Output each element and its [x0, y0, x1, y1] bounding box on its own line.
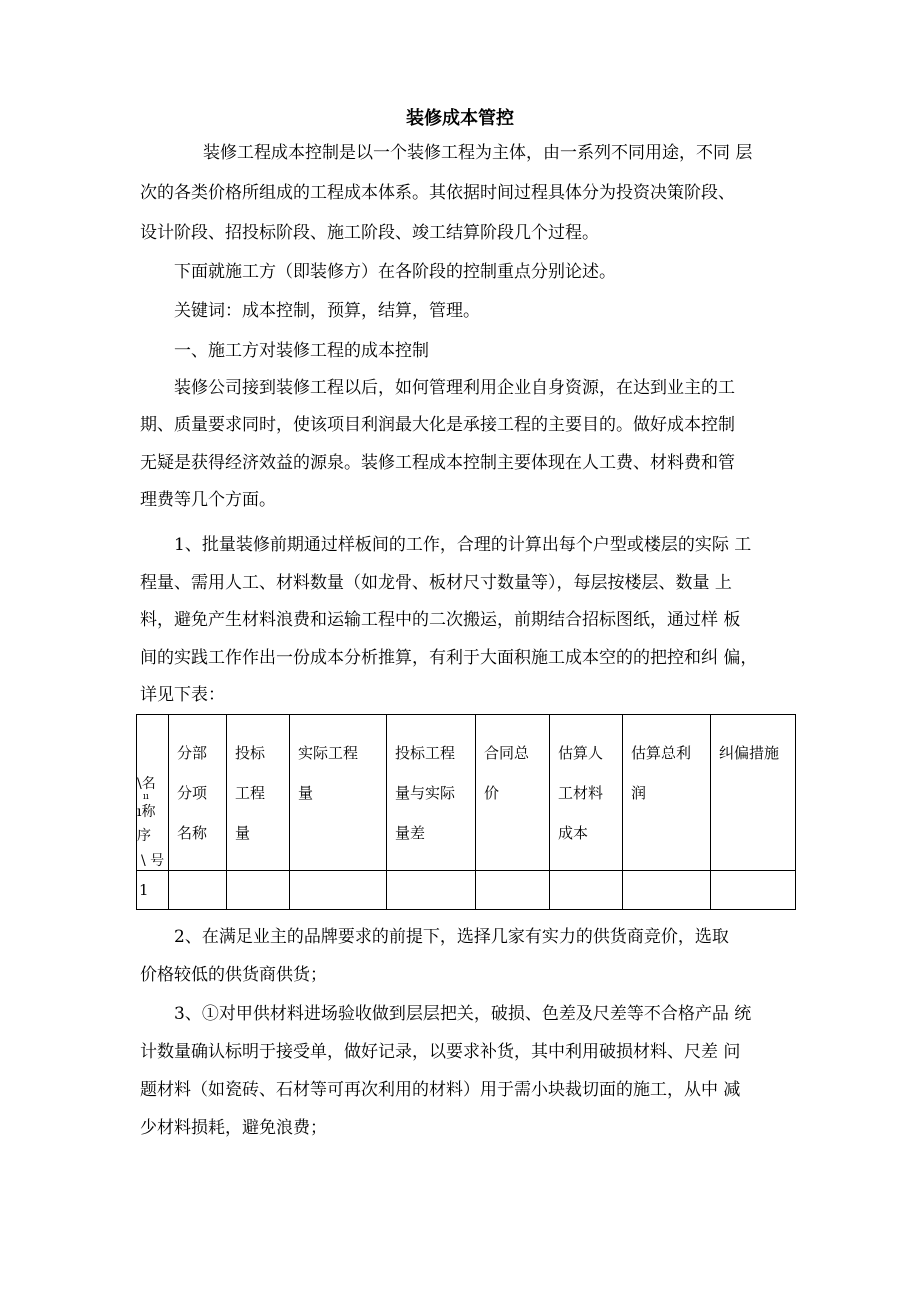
keywords-line: 关键词：成本控制，预算，结算，管理。 [174, 301, 480, 321]
paragraph-line: 价格较低的供货商供货； [140, 965, 327, 985]
paragraph-line: 装修公司接到装修工程以后，如何管理利用企业自身资源，在达到业主的工 [174, 378, 735, 398]
table-cell [387, 871, 476, 910]
paragraph-line: 2、在满足业主的品牌要求的前提下，选择几家有实力的供货商竞价，选取 [174, 927, 729, 947]
paragraph-line: 3、①对甲供材料进场验收做到层层把关，破损、色差及尺差等不合格产品 统 [174, 1004, 752, 1024]
paragraph-line: 装修工程成本控制是以一个装修工程为主体，由一系列不同用途，不同 层 [203, 143, 753, 163]
paragraph-line: 详见下表： [140, 685, 225, 705]
paragraph-line: 期、质量要求同时，使该项目利润最大化是承接工程的主要目的。做好成本控制 [140, 415, 735, 435]
header-cell: 投标工程 量与实际 量差 [387, 715, 476, 871]
paragraph-line: 无疑是获得经济效益的源泉。装修工程成本控制主要体现在人工费、材料费和管 [140, 453, 735, 473]
paragraph-line: 题材料（如瓷砖、石材等可再次利用的材料）用于需小块裁切面的施工，从中 减 [140, 1080, 741, 1100]
paragraph-line: 料，避免产生材料浪费和运输工程中的二次搬运，前期结合招标图纸，通过样 板 [140, 610, 741, 630]
cost-analysis-table [136, 714, 796, 910]
paragraph-line: 次的各类价格所组成的工程成本体系。其依据时间过程具体分为投资决策阶段、 [140, 183, 735, 203]
section-heading: 一、施工方对装修工程的成本控制 [174, 341, 429, 361]
header-cell: 实际工程 量 [290, 715, 387, 871]
paragraph-line: 设计阶段、招投标阶段、施工阶段、竣工结算阶段几个过程。 [140, 223, 599, 243]
paragraph-line: 理费等几个方面。 [140, 490, 276, 510]
header-cell: 纠偏措施 [711, 715, 796, 871]
table-cell [169, 871, 227, 910]
table-cell [711, 871, 796, 910]
row-number-cell: 1 [137, 871, 169, 910]
table-cell [476, 871, 550, 910]
paragraph-line: 少材料损耗，避免浪费； [140, 1118, 327, 1138]
page-title: 装修成本管控 [406, 108, 514, 129]
paragraph-line: 下面就施工方（即装修方）在各阶段的控制重点分别论述。 [174, 262, 616, 282]
paragraph-line: 程量、需用人工、材料数量（如龙骨、板材尺寸数量等），每层按楼层、数量 上 [140, 573, 732, 593]
table-cell [227, 871, 290, 910]
header-cell: 合同总 价 [476, 715, 550, 871]
header-cell: 估算总利 润 [623, 715, 711, 871]
header-cell: 估算人 工材料 成本 [550, 715, 623, 871]
header-corner-cell: \名 ıı ı称 序 \ 号 [137, 715, 169, 871]
table-cell [623, 871, 711, 910]
table-cell [290, 871, 387, 910]
header-cell: 分部 分项 名称 [169, 715, 227, 871]
paragraph-line: 1、批量装修前期通过样板间的工作，合理的计算出每个户型或楼层的实际 工 [174, 535, 752, 555]
paragraph-line: 计数量确认标明于接受单，做好记录，以要求补货，其中利用破损材料、尺差 问 [140, 1042, 741, 1062]
table-cell [550, 871, 623, 910]
header-cell: 投标 工程 量 [227, 715, 290, 871]
table-row [137, 871, 796, 910]
paragraph-line: 间的实践工作作出一份成本分析推算，有利于大面积施工成本空的的把控和纠 偏， [140, 648, 758, 668]
